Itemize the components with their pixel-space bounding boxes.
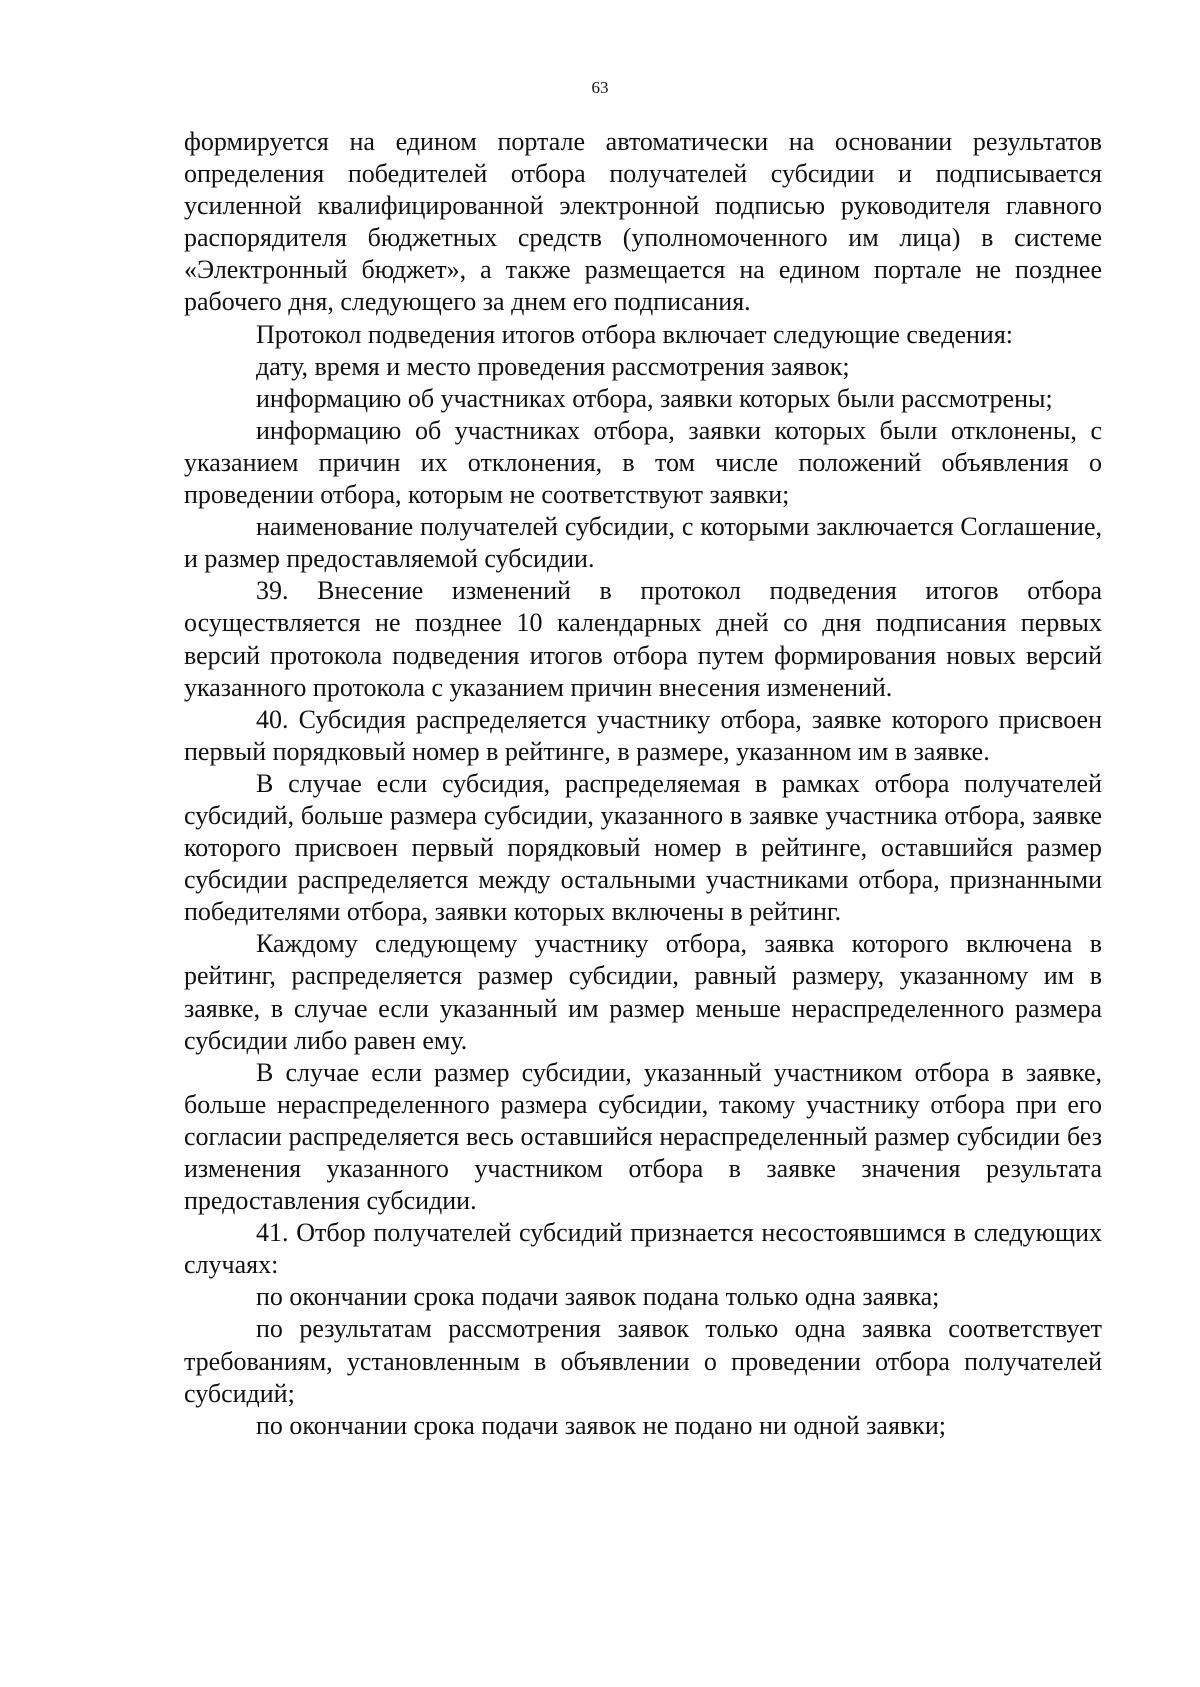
paragraph-continuation: формируется на едином портале автоматически на основании результатов определения победителей отбора получателей субсидии и подписывается усиленной квалифицированной электронной подписью руководителя главного распорядителя бюджетных средств (уполномоченного им лица) в системе «Электронный бюджет», а также размещается на едином портале не позднее рабочего дня, следующего за днем его подписания. [184, 127, 1102, 317]
paragraph-39: 39. Внесение изменений в протокол подведения итогов отбора осуществляется не позднее 10 календарных дней со дня подписания первых версий протокола подведения итогов отбора путем формирования новых версий указанного протокола с указанием причин внесения изменений. [184, 576, 1102, 702]
paragraph-larger-request: В случае если размер субсидии, указанный участником отбора в заявке, больше нераспределенного размера субсидии, такому участнику отбора при его согласии распределяется весь оставшийся нераспределенный размер субсидии без изменения указанного участником отбора в заявке значения результата предоставления субсидии. [184, 1057, 1102, 1216]
list-item-reviewed-applications: информацию об участниках отбора, заявки которых были рассмотрены; [256, 383, 1053, 413]
document-body [184, 126, 1102, 1442]
paragraph-next-participant: Каждому следующему участнику отбора, заявка которого включена в рейтинг, распределяется размер субсидии, равный размеру, указанному им в заявке, в случае если указанный им размер меньше нераспределенного размера субсидии либо равен ему. [184, 929, 1102, 1055]
list-item-one-application: по окончании срока подачи заявок подана только одна заявка; [256, 1282, 940, 1312]
page-number: 63 [591, 78, 609, 97]
list-item-no-applications: по окончании срока подачи заявок не подано ни одной заявки; [256, 1410, 946, 1440]
list-item-one-compliant: по результатам рассмотрения заявок только одна заявка соответствует требованиям, установленным в объявлении о проведении отбора получателей субсидий; [184, 1314, 1102, 1408]
list-item-rejected-applications: информацию об участниках отбора, заявки которых были отклонены, с указанием причин их отклонения, в том числе положений объявления о проведении отбора, которым не соответствуют заявки; [184, 415, 1102, 510]
list-item-recipients-names: наименование получателей субсидии, с которыми заключается Соглашение, и размер предоставляемой субсидии. [184, 512, 1102, 574]
paragraph-40: 40. Субсидия распределяется участнику отбора, заявке которого присвоен первый порядковый номер в рейтинге, в размере, указанном им в заявке. [184, 704, 1102, 766]
paragraph-remaining-subsidy: В случае если субсидия, распределяемая в рамках отбора получателей субсидий, больше размера субсидии, указанного в заявке участника отбора, заявке которого присвоен первый порядковый номер в рейтинге, оставшийся размер субсидии распределяется между остальными участниками отбора, признанными победителями отбора, заявки которых включены в рейтинг. [184, 768, 1102, 927]
list-item-date-time-place: дату, время и место проведения рассмотрения заявок; [256, 351, 850, 381]
paragraph-41: 41. Отбор получателей субсидий признается несостоявшимся в следующих случаях: [184, 1218, 1102, 1280]
paragraph-protocol-contents: Протокол подведения итогов отбора включает следующие сведения: [256, 319, 1013, 349]
